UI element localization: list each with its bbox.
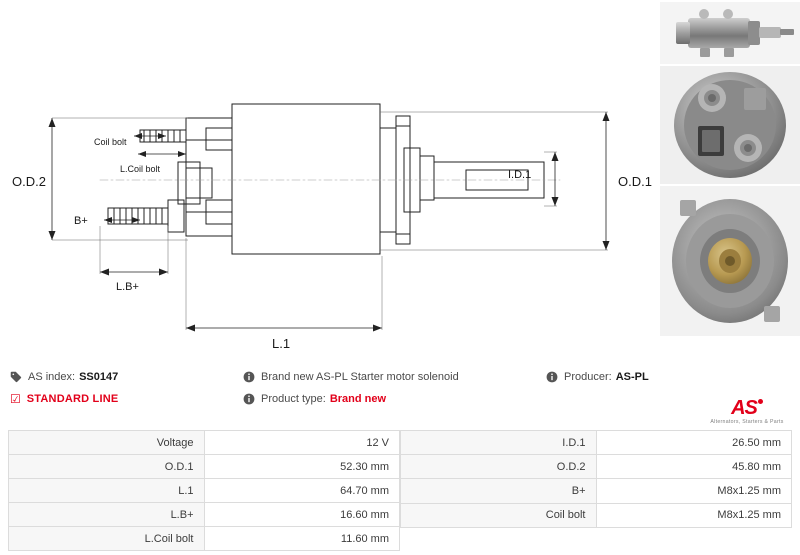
- specifications: [8, 430, 792, 551]
- spec-value: 16.60 mm: [204, 503, 400, 527]
- spec-key: O.D.2: [401, 455, 597, 479]
- spec-key: L.B+: [9, 503, 205, 527]
- brand-logo-text: AS: [731, 397, 757, 419]
- producer-label: Producer:: [564, 371, 612, 383]
- spec-value: M8x1.25 mm: [596, 479, 792, 503]
- dimension-label-coil-bolt: Coil bolt: [94, 137, 127, 147]
- product-photo-side[interactable]: [660, 2, 800, 64]
- table-row: [9, 503, 400, 527]
- producer-row: [546, 366, 796, 388]
- spec-key: L.1: [9, 479, 205, 503]
- standard-line-row: [10, 388, 240, 410]
- checkbox-icon: ☑: [10, 392, 21, 406]
- spec-key: I.D.1: [401, 431, 597, 455]
- brand-logo: [708, 398, 786, 425]
- as-index-row: [10, 366, 240, 388]
- product-photo-terminals[interactable]: [660, 66, 800, 184]
- table-row: [401, 455, 792, 479]
- spec-key: Coil bolt: [401, 503, 597, 527]
- table-row: [9, 455, 400, 479]
- as-index-label: AS index:: [28, 371, 76, 383]
- spec-value: 52.30 mm: [204, 455, 400, 479]
- info-column-index: [10, 366, 240, 410]
- brand-logo-mark: [708, 398, 786, 418]
- spec-value: 45.80 mm: [596, 455, 792, 479]
- description-row: [243, 366, 543, 388]
- table-row: [401, 431, 792, 455]
- product-photo-front[interactable]: [660, 186, 800, 336]
- spec-value: M8x1.25 mm: [596, 503, 792, 527]
- spec-key: L.Coil bolt: [9, 527, 205, 551]
- table-row: [401, 503, 792, 527]
- info-icon: [546, 371, 558, 383]
- product-type-label: Product type:: [261, 393, 326, 405]
- dimension-label-bplus: B+: [74, 215, 88, 227]
- table-row: [9, 479, 400, 503]
- table-row: [9, 431, 400, 455]
- dimension-label-lbplus: L.B+: [116, 281, 139, 293]
- spec-value: 12 V: [204, 431, 400, 455]
- brand-logo-dot: [758, 399, 763, 404]
- brand-logo-subtitle: Alternators, Starters & Parts: [710, 419, 784, 425]
- dimension-label-id1: I.D.1: [508, 169, 532, 181]
- spec-key: Voltage: [9, 431, 205, 455]
- dimension-label-lcoil-bolt: L.Coil bolt: [120, 164, 161, 174]
- product-info: [0, 366, 800, 428]
- table-row: [401, 479, 792, 503]
- product-type-row: [243, 388, 543, 410]
- info-column-description: [243, 366, 543, 410]
- spec-value: 26.50 mm: [596, 431, 792, 455]
- product-photos: [660, 0, 800, 340]
- spec-value: 11.60 mm: [204, 527, 400, 551]
- dimension-label-l1: L.1: [272, 336, 291, 351]
- spec-table-left: [8, 430, 400, 551]
- producer-value: AS-PL: [615, 371, 649, 383]
- table-row: [9, 527, 400, 551]
- dimension-label-od1: O.D.1: [618, 174, 652, 189]
- table-row-empty: [401, 527, 792, 551]
- tag-icon: [10, 371, 22, 383]
- spec-key: B+: [401, 479, 597, 503]
- spec-key: O.D.1: [9, 455, 205, 479]
- info-icon: [243, 393, 255, 405]
- spec-value: 64.70 mm: [204, 479, 400, 503]
- product-type-value: Brand new: [329, 393, 387, 405]
- info-column-producer: [546, 366, 796, 388]
- as-index-value: SS0147: [79, 371, 119, 383]
- dimension-label-od2: O.D.2: [12, 174, 46, 189]
- info-icon: [243, 371, 255, 383]
- spec-table-right: [400, 430, 792, 551]
- standard-line-label: STANDARD LINE: [26, 393, 119, 405]
- description-text: Brand new AS-PL Starter motor solenoid: [261, 371, 459, 383]
